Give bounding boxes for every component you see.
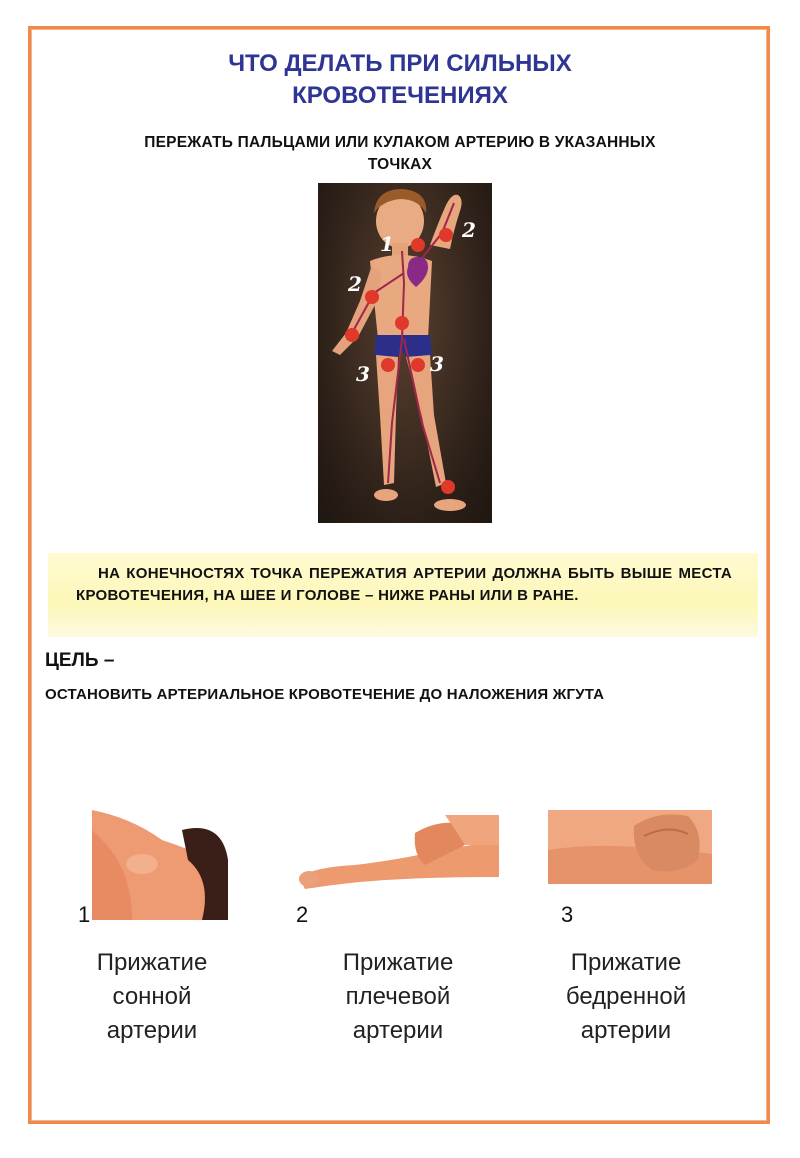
- method-number-3: 3: [561, 902, 574, 927]
- brachial-compression-picture: [295, 815, 499, 891]
- caption-1-line-1: Прижатие: [96, 949, 208, 976]
- carotid-compression-picture: [92, 800, 228, 920]
- point-label-3-left: 3: [356, 362, 370, 386]
- instruction-subtitle: [60, 132, 740, 176]
- caption-2-line-1: Прижатие: [342, 949, 454, 976]
- subtitle-line-1: ПЕРЕЖАТЬ ПАЛЬЦАМИ ИЛИ КУЛАКОМ АРТЕРИЮ В УКАЗАННЫХ: [144, 134, 656, 151]
- caption-1-line-3: артерии: [106, 1017, 198, 1044]
- femoral-compression-picture: [548, 810, 712, 884]
- method-caption-3: [546, 946, 706, 1048]
- method-number-1: 1: [78, 902, 91, 927]
- caption-3-line-3: артерии: [580, 1017, 672, 1044]
- method-caption-1: [72, 946, 232, 1048]
- goal-label: ЦЕЛЬ –: [45, 650, 115, 671]
- title-line-2: КРОВОТЕЧЕНИЯХ: [292, 82, 508, 109]
- title-line-1: ЧТО ДЕЛАТЬ ПРИ СИЛЬНЫХ: [228, 50, 572, 77]
- point-label-1: 1: [380, 232, 394, 256]
- subtitle-line-2: ТОЧКАХ: [367, 156, 433, 173]
- caption-2-line-2: плечевой: [345, 983, 451, 1010]
- point-label-3-right: 3: [430, 352, 444, 376]
- page-title: [0, 48, 800, 112]
- body-illustration: [318, 183, 492, 523]
- caption-2-line-3: артерии: [352, 1017, 444, 1044]
- goal-text: ОСТАНОВИТЬ АРТЕРИАЛЬНОЕ КРОВОТЕЧЕНИЕ ДО НАЛОЖЕНИЯ ЖГУТА: [45, 686, 605, 703]
- point-label-2-lower: 2: [348, 272, 362, 296]
- caption-3-line-2: бедренной: [565, 983, 687, 1010]
- method-caption-2: [318, 946, 478, 1048]
- caption-1-line-2: сонной: [112, 983, 192, 1010]
- note-text: НА КОНЕЧНОСТЯХ ТОЧКА ПЕРЕЖАТИЯ АРТЕРИИ ДОЛЖНА БЫТЬ ВЫШЕ МЕСТА КРОВОТЕЧЕНИЯ, НА ШЕЕ И ГОЛОВЕ – НИЖЕ РАНЫ ИЛИ В РАНЕ.: [76, 565, 732, 604]
- body-pressure-points-figure: [318, 183, 492, 523]
- point-label-2-upper: 2: [462, 218, 476, 242]
- pressure-point-note: [48, 553, 758, 637]
- method-number-2: 2: [296, 902, 309, 927]
- caption-3-line-1: Прижатие: [570, 949, 682, 976]
